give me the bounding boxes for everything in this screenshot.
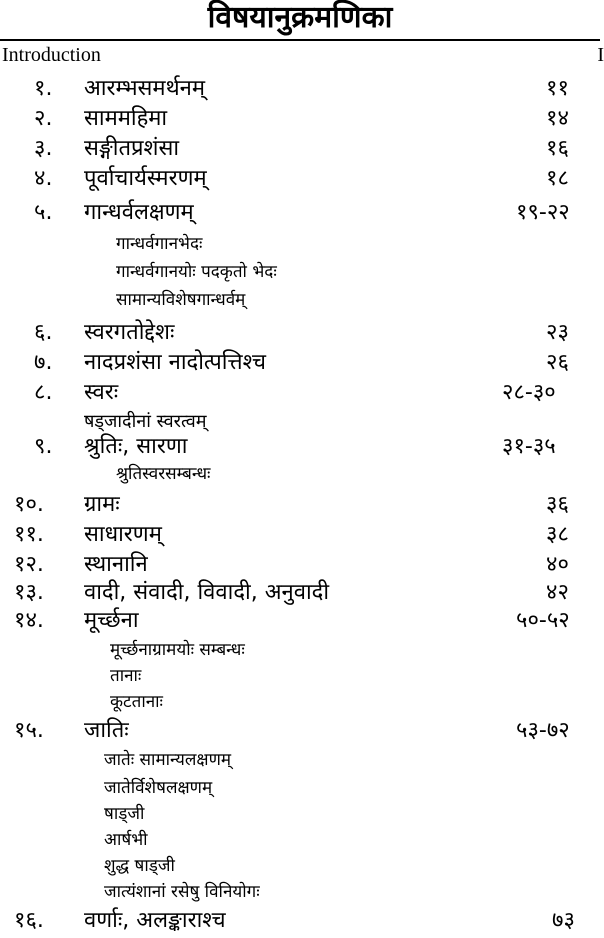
entry-number: ८. <box>34 380 53 405</box>
entry-page: ११ <box>546 76 569 101</box>
entry-number: ६. <box>34 320 53 345</box>
toc-entry <box>0 432 600 462</box>
entry-page: १९-२२ <box>516 200 570 225</box>
entry-number: ७. <box>34 350 53 375</box>
entry-number: १२. <box>14 552 44 577</box>
entry-page: १८ <box>546 166 569 191</box>
entry-number: ९. <box>34 434 53 459</box>
toc-entry <box>0 378 600 408</box>
sub-entry: जात्यंशानां रसेषु विनियोगः <box>104 882 260 902</box>
entry-page: ३८ <box>546 522 569 547</box>
entry-page: १६ <box>546 136 569 161</box>
entry-number: ११. <box>14 522 44 547</box>
entry-label: साधारणम् <box>84 522 162 547</box>
entry-label: सङ्गीतप्रशंसा <box>84 136 180 161</box>
entry-number: ५. <box>34 200 53 225</box>
entry-page: ५०-५२ <box>516 608 570 633</box>
entry-page: ५३-७२ <box>516 718 570 743</box>
entry-page: २६ <box>546 350 569 375</box>
entry-label: नादप्रशंसा नादोत्पत्तिश्च <box>84 350 266 375</box>
sub-entry: षड्जादीनां स्वरत्वम् <box>84 411 207 432</box>
toc-entry <box>0 318 600 348</box>
toc-entry <box>0 490 600 520</box>
sub-entry: गान्धर्वगानभेदः <box>116 234 203 254</box>
entry-label: श्रुतिः, सारणा <box>84 434 188 459</box>
introduction-label: Introduction <box>2 44 101 66</box>
entry-page: १४ <box>546 106 569 131</box>
sub-entry: जातेः सामान्यलक्षणम् <box>104 750 232 770</box>
toc-entry <box>0 520 600 550</box>
sub-entry: आर्षभी <box>104 830 148 850</box>
introduction-page: I <box>597 44 604 66</box>
sub-entry: गान्धर्वगानयोः पदकृतो भेदः <box>116 262 277 282</box>
sub-entry: मूर्च्छनाग्रामयोः सम्बन्धः <box>110 640 245 660</box>
toc-entry <box>0 74 600 104</box>
entry-label: गान्धर्वलक्षणम् <box>84 200 194 225</box>
entry-page: २८-३० <box>502 380 556 405</box>
page-title: विषयानुक्रमणिका <box>207 0 393 35</box>
entry-label: ग्रामः <box>84 492 120 517</box>
title-rule <box>0 39 600 41</box>
sub-entry: सामान्यविशेषगान्धर्वम् <box>116 290 246 310</box>
toc-entry <box>0 198 600 228</box>
sub-entry: शुद्ध षाड्जी <box>104 856 175 876</box>
entry-label: साममहिमा <box>84 106 168 131</box>
entry-label: जातिः <box>84 718 129 743</box>
entry-label: आरम्भसमर्थनम् <box>84 76 206 101</box>
entry-label: वर्णाः, अलङ्काराश्च <box>84 908 226 933</box>
entry-page: ४० <box>546 552 569 577</box>
entry-page: ४२ <box>546 580 569 605</box>
toc-entry <box>0 134 600 164</box>
entry-number: १६. <box>14 908 44 933</box>
entry-number: १. <box>34 76 53 101</box>
entry-number: १५. <box>14 718 44 743</box>
entry-page: २३ <box>546 320 569 345</box>
sub-entry: कूटतानाः <box>110 692 163 712</box>
entry-number: ३. <box>34 136 53 161</box>
entry-page: ३६ <box>546 492 569 517</box>
sub-entry: षाड्जी <box>104 804 145 824</box>
entry-number: १०. <box>14 492 44 517</box>
entry-number: १४. <box>14 608 44 633</box>
entry-page: ७३ <box>552 908 575 933</box>
entry-label: स्थानानि <box>84 552 148 577</box>
toc-entry <box>0 606 600 636</box>
entry-number: १३. <box>14 580 44 605</box>
entry-label: मूर्च्छना <box>84 608 139 633</box>
entry-page: ३१-३५ <box>502 434 556 459</box>
toc-entry <box>0 578 600 608</box>
toc-entry <box>0 716 600 746</box>
toc-entry <box>0 164 600 194</box>
sub-entry: श्रुतिस्वरसम्बन्धः <box>116 464 211 484</box>
sub-entry: जातेर्विशेषलक्षणम् <box>104 778 213 798</box>
entry-label: पूर्वाचार्यस्मरणम् <box>84 166 207 191</box>
toc-entry <box>0 550 600 580</box>
entry-number: २. <box>34 106 53 131</box>
sub-entry: तानाः <box>110 666 142 686</box>
entry-number: ४. <box>34 166 53 191</box>
entry-label: स्वरः <box>84 380 119 405</box>
toc-entry <box>0 906 600 936</box>
toc-entry <box>0 348 600 378</box>
toc-entry <box>0 104 600 134</box>
entry-label: वादी, संवादी, विवादी, अनुवादी <box>84 580 330 605</box>
entry-label: स्वरगतोद्देशः <box>84 320 175 345</box>
